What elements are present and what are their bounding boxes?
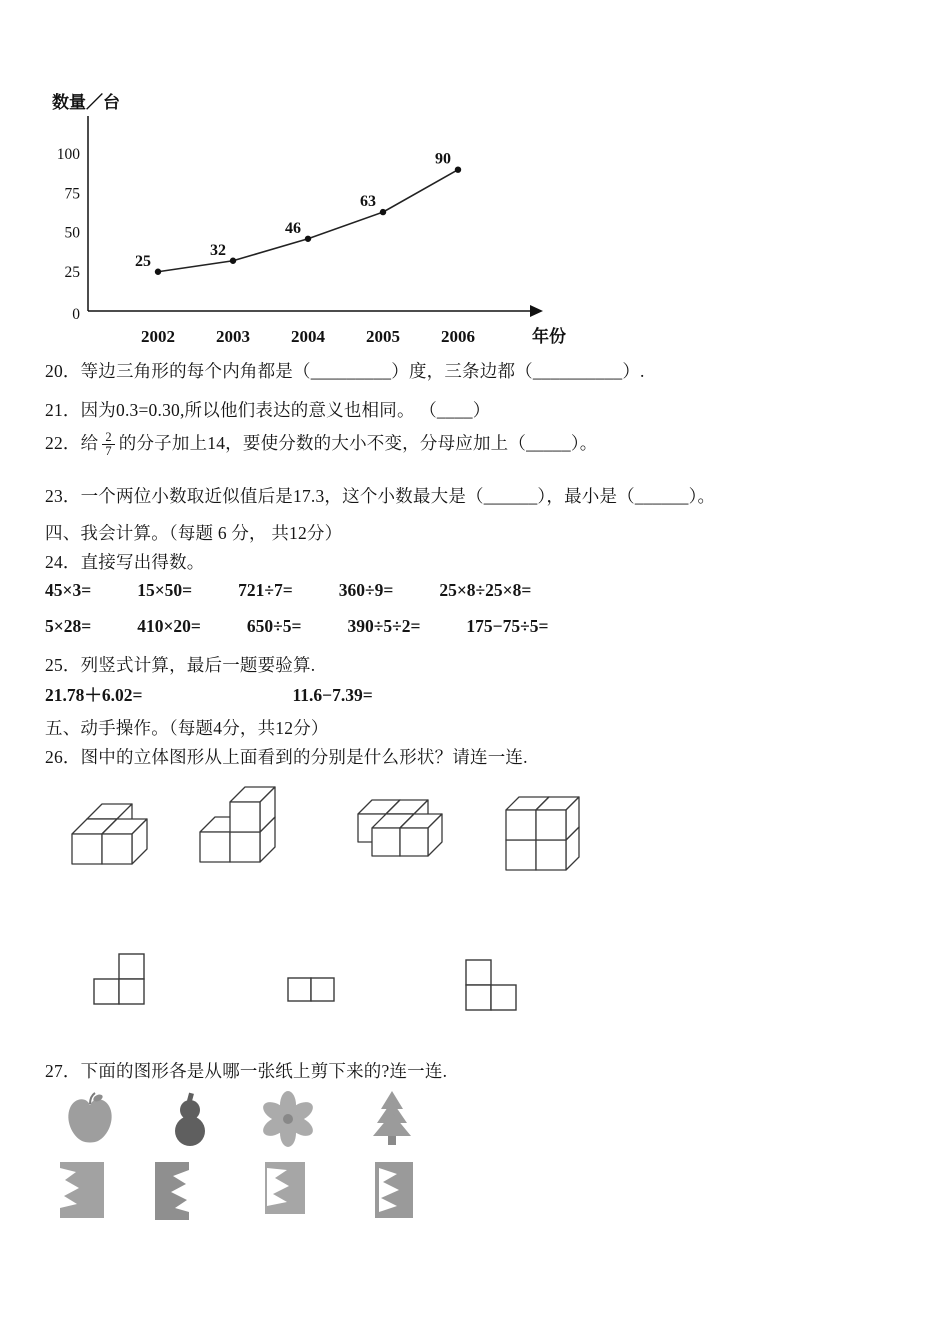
svg-text:2003: 2003	[216, 327, 250, 346]
q24-expressions-row-2	[45, 616, 594, 637]
arithmetic-expression: 25×8÷25×8=	[439, 580, 532, 600]
fraction-numerator: 2	[102, 431, 114, 446]
svg-text:2006: 2006	[441, 327, 475, 346]
paper-cut-4	[373, 1160, 417, 1222]
question-26: 26．图中的立体图形从上面看到的分别是什么形状？请连一连.	[45, 747, 528, 767]
svg-text:32: 32	[210, 241, 226, 259]
arithmetic-expression: 360÷9=	[338, 580, 394, 600]
paper-cut-1	[58, 1160, 108, 1222]
svg-text:46: 46	[285, 219, 301, 237]
paper-cut-3	[263, 1160, 309, 1218]
paper-cut-2	[153, 1160, 193, 1222]
arithmetic-expression: 5×28=	[45, 616, 92, 636]
line-chart	[36, 84, 596, 356]
section-5-header: 五、动手操作。（每题4分，共12分）	[45, 718, 329, 738]
svg-text:0: 0	[72, 306, 80, 323]
top-view-l-tromino-right	[92, 952, 148, 1008]
vertical-calc-expression: 21.78＋6.02=	[45, 685, 143, 705]
arithmetic-expression: 650÷5=	[246, 616, 302, 636]
pine-tree-shape	[362, 1088, 422, 1148]
arithmetic-expression: 390÷5÷2=	[347, 616, 421, 636]
arithmetic-expression: 175−75÷5=	[466, 616, 549, 636]
cube-solid-1	[64, 792, 194, 877]
svg-text:2004: 2004	[291, 327, 325, 346]
svg-text:25: 25	[64, 263, 80, 281]
top-view-l-tromino-left	[464, 958, 520, 1014]
cube-solid-4	[498, 786, 608, 878]
q25-expressions-row	[45, 682, 523, 707]
question-22-prefix: 22．给	[45, 433, 99, 453]
question-20: 20．等边三角形的每个内角都是（_________）度，三条边都（__________）.	[45, 361, 645, 381]
arithmetic-expression: 410×20=	[137, 616, 201, 636]
fraction-two-sevenths	[102, 431, 114, 460]
arithmetic-expression: 15×50=	[137, 580, 193, 600]
question-27: 27．下面的图形各是从哪一张纸上剪下来的?连一连.	[45, 1061, 448, 1081]
arithmetic-expression: 45×3=	[45, 580, 92, 600]
svg-text:2005: 2005	[366, 327, 400, 346]
svg-text:90: 90	[435, 150, 451, 168]
question-23: 23．一个两位小数取近似值后是17.3，这个小数最大是（______），最小是（______）。	[45, 486, 716, 506]
svg-text:75: 75	[64, 185, 80, 203]
flower-shape	[258, 1090, 318, 1148]
svg-text:2002: 2002	[141, 327, 175, 346]
svg-text:25: 25	[135, 252, 151, 270]
q24-expressions-row-1	[45, 580, 577, 601]
question-22	[45, 430, 597, 459]
apple-shape	[60, 1090, 120, 1148]
arithmetic-expression: 721÷7=	[238, 580, 293, 600]
svg-text:50: 50	[64, 224, 80, 242]
fraction-denominator: 7	[105, 444, 112, 459]
gourd-shape	[160, 1090, 220, 1148]
section-4-header: 四、我会计算。（每题 6 分， 共12分）	[45, 523, 343, 543]
top-view-domino	[286, 976, 338, 1004]
svg-text:年份: 年份	[532, 327, 566, 346]
svg-text:100: 100	[56, 146, 80, 163]
question-24: 24．直接写出得数。	[45, 552, 205, 572]
svg-text:63: 63	[360, 193, 376, 211]
question-25: 25．列竖式计算，最后一题要验算.	[45, 655, 316, 675]
cube-solid-2	[192, 778, 322, 870]
cube-solid-3	[338, 776, 468, 868]
svg-text:数量／台: 数量／台	[52, 93, 120, 112]
question-22-suffix: 的分子加上14，要使分数的大小不变，分母应加上（_____）。	[118, 433, 598, 453]
question-21: 21．因为0.3=0.30,所以他们表达的意义也相同。 （____）	[45, 400, 491, 420]
vertical-calc-expression: 11.6−7.39=	[292, 685, 373, 705]
